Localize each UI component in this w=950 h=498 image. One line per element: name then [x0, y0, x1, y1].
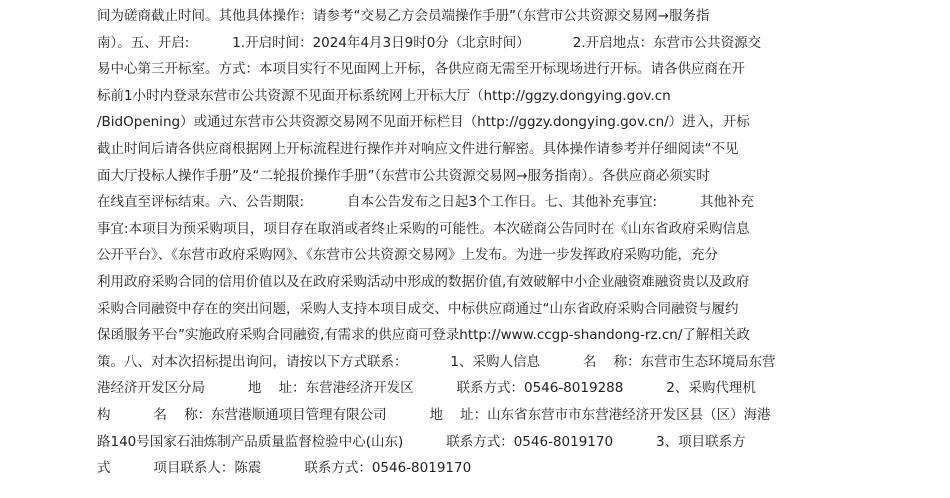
text-line: 标前1小时内登录东营市公共资源不见面开标系统网上开标大厅（http://ggzy.dongying.gov.cn — [97, 87, 671, 104]
text-line: 南）。五、开启: 1.开启时间：2024年4月3日9时0分（北京时间） 2.开启地点：东营市公共资源交 — [97, 34, 762, 51]
text-line: 构 名 称：东营港顺通项目管理有限公司 地 址：山东省东营市市东营港经济开发区县（区）海港 — [97, 406, 771, 423]
text-line: 策。八、对本次招标提出询问，请按以下方式联系： 1、采购人信息 名 称：东营市生态环境局东营 — [97, 353, 776, 370]
text-line: 易中心第三开标室。方式：本项目实行不见面网上开标，各供应商无需至开标现场进行开标。请各供应商在开 — [97, 61, 745, 78]
text-line: 采购合同融资中存在的突出问题，采购人支持本项目成交、中标供应商通过“山东省政府采购合同融资与履约 — [97, 300, 739, 317]
announcement-text-block — [97, 3, 917, 482]
text-line: 港经济开发区分局 地 址：东营港经济开发区 联系方式：0546-8019288 2、采购代理机 — [97, 380, 756, 397]
text-line: 面大厅投标人操作手册”及“二轮报价操作手册”（东营市公共资源交易网→服务指南）。各供应商必须实时 — [97, 167, 710, 184]
text-line: /BidOpening）或通过东营市公共资源交易网不见面开标栏目（http://ggzy.dongying.gov.cn/）进入，开标 — [97, 114, 750, 131]
text-line: 式 项目联系人：陈震 联系方式：0546-8019170 — [97, 460, 472, 477]
text-line: 在线直至评标结束。六、公告期限: 自本公告发布之日起3个工作日。七、其他补充事宜: 其他补充 — [97, 194, 755, 211]
text-line: 间为磋商截止时间。其他具体操作：请参考“交易乙方会员端操作手册”（东营市公共资源交易网→服务指 — [97, 8, 710, 24]
text-line: 路140号国家石油炼制产品质量监督检验中心(山东) 联系方式：0546-8019170 3、项目联系方 — [97, 433, 746, 450]
text-line: 公开平台》、《东营市政府采购网》、《东营市公共资源交易网》上发布。为进一步发挥政府采购功能，充分 — [97, 247, 718, 264]
text-line: 截止时间后请各供应商根据网上开标流程进行操作并对响应文件进行解密。具体操作请参考并仔细阅读“不见 — [97, 140, 739, 157]
text-line: 事宜:本项目为预采购项目，项目存在取消或者终止采购的可能性。本次磋商公告同时在《山东省政府采购信息 — [97, 220, 750, 237]
text-line: 利用政府采购合同的信用价值以及在政府采购活动中形成的数据价值,有效破解中小企业融资难融资贵以及政府 — [97, 273, 750, 290]
text-line: 保函服务平台”实施政府采购合同融资,有需求的供应商可登录http://www.ccgp-shandong-rz.cn/了解相关政 — [97, 327, 750, 344]
